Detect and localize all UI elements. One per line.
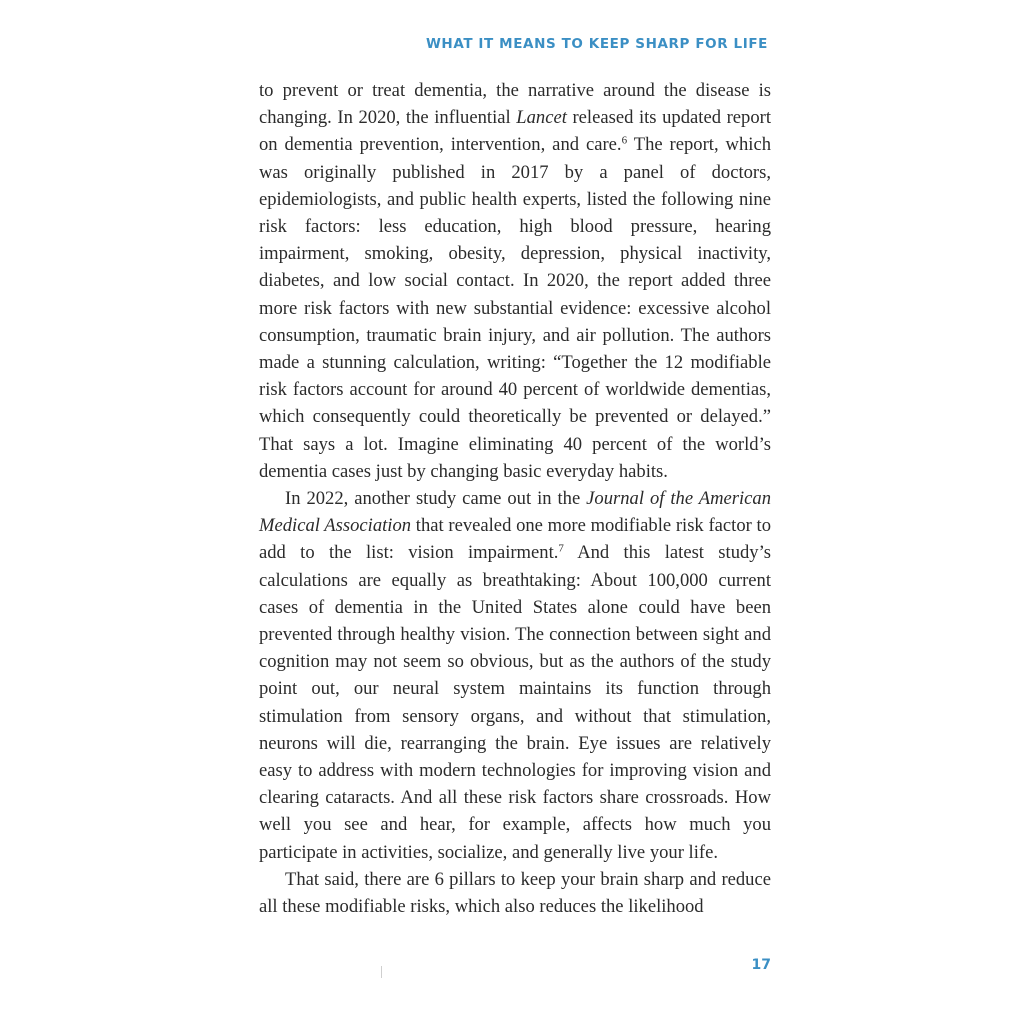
text-run: That said, there are 6 pillars to keep your brain sharp and reduce all these modifiable risks, which also reduces the likelihood bbox=[259, 868, 771, 918]
text-run: In 2022, another study came out in the bbox=[285, 488, 587, 510]
text-run: released its updated report on dementia prevention, intervention, and care. bbox=[259, 107, 771, 156]
italic-title: Lancet bbox=[516, 107, 567, 129]
page-number: 17 bbox=[751, 957, 771, 973]
scan-mark bbox=[381, 966, 382, 978]
text-run: And this latest study’s calculations are equally as breathtaking: About 100,000 current cases of dementia in the United States alone could have been prevented through healthy vision. The connection between sight and cognition may not seem so obvious, but as the authors of the study point out, our neural system maintains its function through stimulation from sensory organs, and without that stimulation, neurons will die, rearranging the brain. Eye issues are relatively easy to address with modern technologies for improving vision and clearing cataracts. And all these risk factors share crossroads. How well you see and hear, for example, affects how much you participate in activities, socialize, and generally live your life. bbox=[259, 542, 771, 863]
footnote-ref: 6 bbox=[621, 134, 628, 147]
text-run: to prevent or treat dementia, the narrative around the disease is changing. In 2020, the influential bbox=[259, 80, 771, 129]
text-run: The report, which was originally published in 2017 by a panel of doctors, epidemiologists, and public health experts, listed the following nine risk factors: less education, high blood pressure, hearing impairment, smoking, obesity, depression, physical inactivity, diabetes, and low social contact. In 2020, the report added three more risk factors with new substantial evidence: excessive alcohol consumption, traumatic brain injury, and air pollution. The authors made a stunning calculation, writing: “Together the 12 modifiable risk factors account for around 40 percent of worldwide dementias, which consequently could theoretically be prevented or delayed.” That says a lot. Imagine eliminating 40 percent of the world’s dementia cases just by changing basic everyday habits. bbox=[259, 134, 771, 482]
paragraph bbox=[259, 77, 771, 485]
footnote-ref: 7 bbox=[558, 542, 564, 555]
italic-title: Journal of the American Medical Association bbox=[259, 488, 772, 537]
running-head: WHAT IT MEANS TO KEEP SHARP FOR LIFE bbox=[425, 36, 768, 52]
paragraph bbox=[259, 485, 771, 866]
body-text bbox=[259, 77, 771, 920]
text-run: that revealed one more modifiable risk factor to add to the list: vision impairment. bbox=[259, 515, 771, 564]
paragraph bbox=[259, 866, 771, 920]
